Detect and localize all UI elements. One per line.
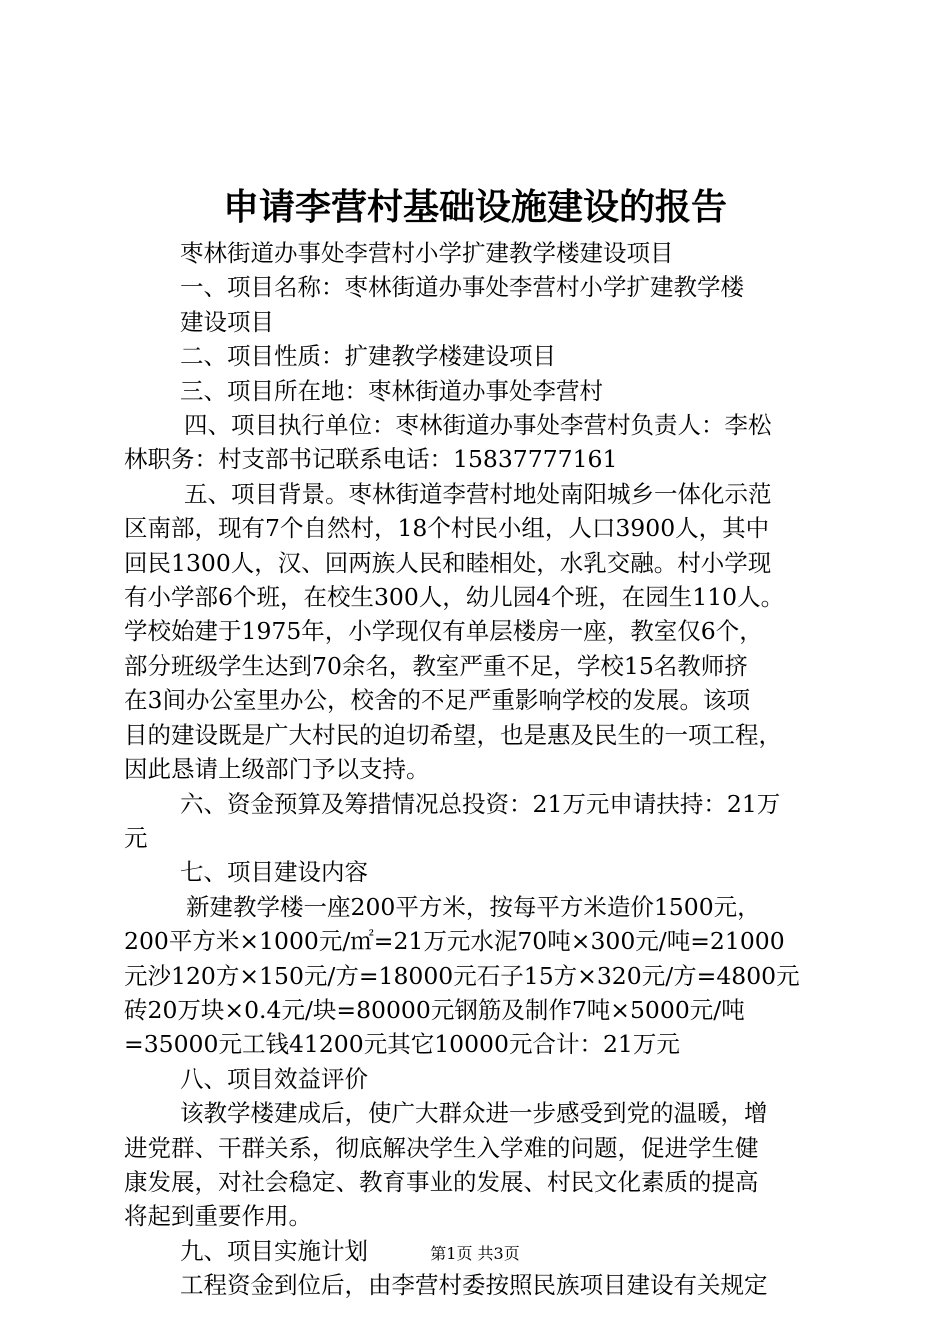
section-6-continued-line: 元 xyxy=(124,823,148,852)
section-5-body-line: 有小学部6个班，在校生300人，幼儿园4个班，在园生110人。 xyxy=(124,583,785,612)
section-8-body-line: 康发展，对社会稳定、教育事业的发展、村民文化素质的提高 xyxy=(124,1167,759,1196)
section-4-continued-line: 林职务：村支部书记联系电话：15837777161 xyxy=(124,445,618,474)
section-7-body-line: =35000元工钱41200元其它10000元合计：21万元 xyxy=(124,1030,680,1059)
section-5-body-line: 在3间办公室里办公，校舍的不足严重影响学校的发展。该项 xyxy=(124,686,750,715)
page-footer: 第1页 共3页 xyxy=(430,1244,520,1263)
section-3-line: 三、项目所在地：枣林街道办事处李营村 xyxy=(180,376,603,405)
section-7-body-line: 新建教学楼一座200平方米，按每平方米造价1500元， xyxy=(186,892,761,921)
section-7-body-line: 砖20万块×0.4元/块=80000元钢筋及制作7吨×5000元/吨 xyxy=(124,995,745,1024)
section-8-body-line: 进党群、干群关系，彻底解决学生入学难的问题，促进学生健 xyxy=(124,1133,759,1162)
section-8-body-line: 将起到重要作用。 xyxy=(124,1202,312,1231)
document-title: 申请李营村基础设施建设的报告 xyxy=(222,186,727,228)
section-5-body-line: 部分班级学生达到70余名，教室严重不足，学校15名教师挤 xyxy=(124,651,748,680)
section-7-heading: 七、项目建设内容 xyxy=(180,858,368,887)
section-5-line: 五、项目背景。枣林街道李营村地处南阳城乡一体化示范 xyxy=(184,479,772,508)
section-5-body-line: 目的建设既是广大村民的迫切希望，也是惠及民生的一项工程， xyxy=(124,720,782,749)
section-8-body-line: 该教学楼建成后，使广大群众进一步感受到党的温暖，增 xyxy=(180,1099,768,1128)
section-4-line: 四、项目执行单位：枣林街道办事处李营村负责人：李松 xyxy=(184,411,772,440)
section-6-line: 六、资金预算及筹措情况总投资：21万元申请扶持：21万 xyxy=(180,789,781,818)
section-1-line: 一、项目名称：枣林街道办事处李营村小学扩建教学楼 xyxy=(180,273,744,302)
section-9-body-line: 工程资金到位后，由李营村委按照民族项目建设有关规定 xyxy=(180,1271,768,1300)
section-7-body-line: 200平方米×1000元/㎡=21万元水泥70吨×300元/吨=21000 xyxy=(124,927,785,956)
project-heading-line: 枣林街道办事处李营村小学扩建教学楼建设项目 xyxy=(180,239,674,267)
section-7-body-line: 元沙120方×150元/方=18000元石子15方×320元/方=4800元 xyxy=(124,961,800,990)
section-5-body-line: 回民1300人，汉、回两族人民和睦相处，水乳交融。村小学现 xyxy=(124,548,772,577)
section-9-heading: 九、项目实施计划 xyxy=(180,1236,368,1265)
section-1-continued-line: 建设项目 xyxy=(180,307,274,336)
document-body xyxy=(124,236,834,1303)
section-5-body-line: 因此恳请上级部门予以支持。 xyxy=(124,755,430,784)
section-8-heading: 八、项目效益评价 xyxy=(180,1064,368,1093)
section-2-line: 二、项目性质：扩建教学楼建设项目 xyxy=(180,342,556,371)
section-5-body-line: 学校始建于1975年，小学现仅有单层楼房一座，教室仅6个， xyxy=(124,617,763,646)
section-5-body-line: 区南部，现有7个自然村，18个村民小组，人口3900人，其中 xyxy=(124,514,770,543)
